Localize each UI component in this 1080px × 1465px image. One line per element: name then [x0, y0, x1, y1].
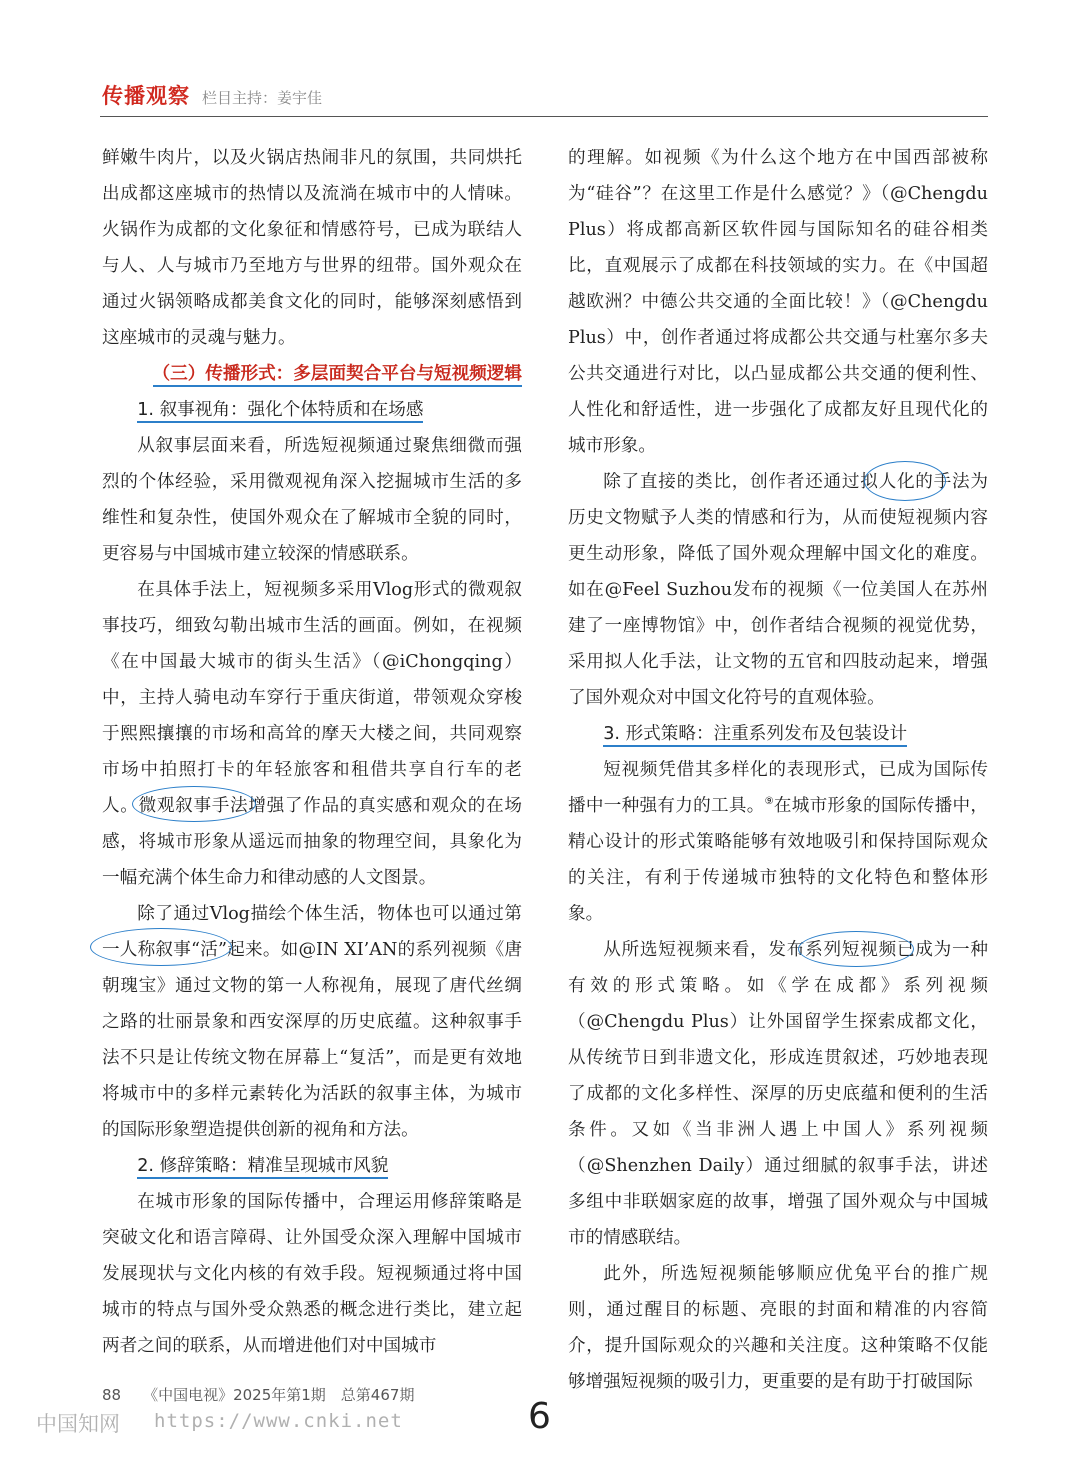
- paragraph: 除了直接的类比，创作者还通过拟人化的手法为历史文物赋予人类的情感和行为，从而使短视频内容更生动形象，降低了国外观众理解中国文化的难度。如在@Feel Suzhou发布的视频《一位美国人在苏州建了一座博物馆》中，创作者结合视频的视觉优势，采用拟人化手法，让文物的五官和四肢动起来，增强了国外观众对中国文化符号的直观体验。: [568, 472, 988, 708]
- paragraph: 在城市形象的国际传播中，合理运用修辞策略是突破文化和语言障碍、让外国受众深入理解中国城市发展现状与文化内核的有效手段。短视频通过将中国城市的特点与国外受众熟悉的概念进行类比，建立起两者之间的联系，从而增进他们对中国城市: [102, 1192, 522, 1356]
- column-host: 栏目主持：姜宇佳: [202, 89, 323, 107]
- paragraph-text: 在城市形象的国际传播中，精心设计的形式策略能够有效地吸引和保持国际观众的关注，有利于传递城市独特的文化特色和整体形象。: [568, 796, 988, 924]
- section-heading: [102, 356, 522, 392]
- cnki-watermark: 中国知网: [36, 1412, 120, 1436]
- subsection-heading: [102, 1148, 522, 1184]
- column-header: [102, 80, 322, 114]
- subsection-heading-text: 2. 修辞策略：精准呈现城市风貌: [137, 1156, 388, 1179]
- paragraph: [568, 752, 988, 932]
- paragraph: 从所选短视频来看，发布系列短视频已成为一种有效的形式策略。如《学在成都》系列视频（@Chengdu Plus）让外国留学生探索成都文化，从传统节日到非遗文化，形成连贯叙述，巧妙地表现了成都的文化多样性、深厚的历史底蕴和便利的生活条件。又如《当非洲人遇上中国人》系列视频（@Shenzhen Daily）通过细腻的叙事手法，讲述多组中非联姻家庭的故事，增强了国外观众与中国城市的情感联结。: [568, 940, 988, 1248]
- subsection-heading-text: 3. 形式策略：注重系列发布及包装设计: [603, 724, 907, 747]
- footnote-marker[interactable]: ⑨: [764, 796, 774, 808]
- paragraph: 从叙事层面来看，所选短视频通过聚焦细微而强烈的个体经验，采用微观视角深入挖掘城市生活的多维性和复杂性，使国外观众在了解城市全貌的同时，更容易与中国城市建立较深的情感联系。: [102, 436, 522, 564]
- page-footer: [102, 1384, 414, 1405]
- page-number: 88: [102, 1386, 122, 1404]
- section-heading-text: （三）传播形式：多层面契合平台与短视频逻辑: [153, 364, 522, 387]
- subsection-heading: [102, 392, 522, 428]
- left-column: [102, 140, 522, 1364]
- right-column: [568, 140, 988, 1400]
- paragraph: 此外，所选短视频能够顺应优兔平台的推广规则，通过醒目的标题、亮眼的封面和精准的内容简介，提升国际观众的兴趣和关注度。这种策略不仅能够增强短视频的吸引力，更重要的是有助于打破国际: [568, 1264, 988, 1392]
- paragraph: 在具体手法上，短视频多采用Vlog形式的微观叙事技巧，细致勾勒出城市生活的画面。例如，在视频《在中国最大城市的街头生活》（@iChongqing）中，主持人骑电动车穿行于重庆街道，带领观众穿梭于熙熙攘攘的市场和高耸的摩天大楼之间，共同观察市场中拍照打卡的年轻旅客和租借共享自行车的老人。微观叙事手法增强了作品的真实感和观众的在场感，将城市形象从遥远而抽象的物理空间，具象化为一幅充满个体生命力和律动感的人文图景。: [102, 580, 522, 888]
- journal-info: 《中国电视》2025年第1期 总第467期: [143, 1386, 415, 1404]
- paragraph: 除了通过Vlog描绘个体生活，物体也可以通过第一人称叙事“活”起来。如@IN XI’AN的系列视频《唐朝瑰宝》通过文物的第一人称视角，展现了唐代丝绸之路的壮丽景象和西安深厚的历史底蕴。这种叙事手法不只是让传统文物在屏幕上“复活”，而是更有效地将城市中的多样元素转化为活跃的叙事主体，为城市的国际形象塑造提供创新的视角和方法。: [102, 904, 522, 1140]
- column-name: 传播观察: [102, 84, 190, 108]
- subsection-heading: [568, 716, 988, 752]
- subsection-heading-text: 1. 叙事视角：强化个体特质和在场感: [137, 400, 423, 423]
- paragraph-text: 短视频凭借其多样化的表现形式，已成为国际传播中一种强有力的工具。: [568, 760, 988, 816]
- cnki-url: https://www.cnki.net: [154, 1410, 403, 1432]
- sheet-number: 6: [528, 1396, 551, 1437]
- paragraph: 的理解。如视频《为什么这个地方在中国西部被称为“硅谷”？在这里工作是什么感觉？》（@Chengdu Plus）将成都高新区软件园与国际知名的硅谷相类比，直观展示了成都在科技领域的实力。在《中国超越欧洲？中德公共交通的全面比较！》（@Chengdu Plus）中，创作者通过将成都公共交通与杜塞尔多夫公共交通进行对比，以凸显成都公共交通的便利性、人性化和舒适性，进一步强化了成都友好且现代化的城市形象。: [568, 148, 988, 456]
- header-rule: [100, 116, 988, 117]
- paragraph: 鲜嫩牛肉片，以及火锅店热闹非凡的氛围，共同烘托出成都这座城市的热情以及流淌在城市中的人情味。火锅作为成都的文化象征和情感符号，已成为联结人与人、人与城市乃至地方与世界的纽带。国外观众在通过火锅领略成都美食文化的同时，能够深刻感悟到这座城市的灵魂与魅力。: [102, 148, 522, 348]
